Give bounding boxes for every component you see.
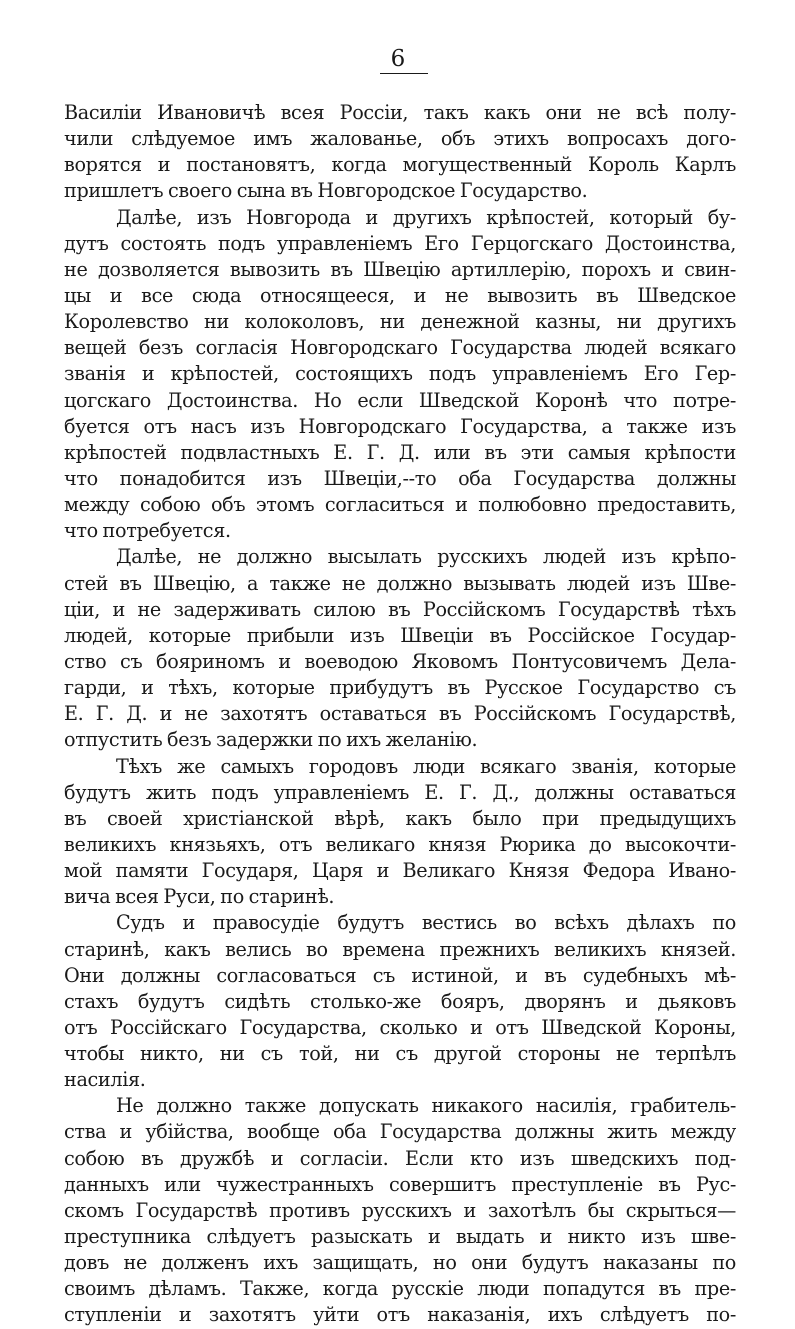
text-line: между собою объ этомъ согласиться и полюбовно предоставить,	[64, 493, 736, 517]
text-line: собою въ дружбѣ и согласіи. Если кто изъ шведскихъ под-	[64, 1146, 736, 1170]
text-line: отпустить безъ задержки по ихъ желанію.	[64, 728, 478, 752]
text-line: что потребуется.	[64, 519, 231, 543]
body-text	[64, 100, 736, 1329]
text-line: ства и убійства, вообще оба Государства должны жить между	[64, 1120, 736, 1144]
text-line: чтобы никто, ни съ той, ни съ другой стороны не терпѣлъ	[64, 1042, 736, 1066]
text-line: Королевство ни колоколовъ, ни денежной казны, ни другихъ	[64, 310, 736, 334]
text-line: ство съ бояриномъ и воеводою Яковомъ Понтусовичемъ Дела-	[64, 649, 736, 673]
text-line: Не должно также допускать никакого насилія, грабитель-	[116, 1094, 736, 1118]
text-line: не дозволяется вывозить въ Швецію артиллерію, порохъ и свин-	[64, 257, 736, 281]
text-line: вича всея Руси, по старинѣ.	[64, 885, 335, 909]
text-line: мой памяти Государя, Царя и Великаго Князя Федора Ивано-	[64, 859, 736, 883]
text-line: преступника слѣдуетъ разыскать и выдать и никто изъ шве-	[64, 1225, 736, 1249]
text-line: отъ Россійскаго Государства, сколько и отъ Шведской Короны,	[64, 1015, 736, 1039]
text-line: званія и крѣпостей, состоящихъ подъ управленіемъ Его Гер-	[64, 362, 736, 386]
text-line: своимъ дѣламъ. Также, когда русскіе люди попадутся въ пре-	[64, 1277, 736, 1301]
text-line: что понадобится изъ Швеціи,--то оба Государства должны	[64, 466, 736, 490]
text-line: скомъ Государствѣ противъ русскихъ и захотѣлъ бы скрыться—	[64, 1198, 736, 1222]
text-line: будутъ жить подъ управленіемъ Е. Г. Д., должны оставаться	[64, 780, 736, 804]
text-line: довъ не долженъ ихъ защищать, но они будутъ наказаны по	[64, 1251, 736, 1275]
text-line: насилія.	[64, 1068, 146, 1092]
text-line: Далѣе, не должно высылать русскихъ людей изъ крѣпо-	[116, 545, 736, 569]
text-line: ціи, и не задерживать силою въ Россійскомъ Государствѣ тѣхъ	[64, 597, 736, 621]
text-line: старинѣ, какъ велись во времена прежнихъ великихъ князей.	[64, 937, 736, 961]
page-number-underline	[380, 73, 428, 74]
text-line: ворятся и постановятъ, когда могущественный Король Карлъ	[64, 153, 736, 177]
text-line: Далѣе, изъ Новгорода и другихъ крѣпостей, который бу-	[116, 205, 736, 229]
page-number: 6	[390, 46, 406, 72]
text-line: стей въ Швецію, а также не должно вызывать людей изъ Шве-	[64, 571, 736, 595]
text-line: цы и все сюда относящееся, и не вывозить въ Шведское	[64, 283, 736, 307]
text-line: въ своей христіанской вѣрѣ, какъ было при предыдущихъ	[64, 806, 736, 830]
text-line: Судъ и правосудіе будутъ вестись во всѣхъ дѣлахъ по	[116, 911, 736, 935]
text-line: ступленіи и захотятъ уйти отъ наказанія, ихъ слѣдуетъ по-	[64, 1303, 736, 1327]
text-line: данныхъ или чужестранныхъ совершитъ преступленіе въ Рус-	[64, 1172, 736, 1196]
text-line: Е. Г. Д. и не захотятъ оставаться въ Россійскомъ Государствѣ,	[64, 702, 736, 726]
text-line: пришлетъ своего сына въ Новгородское Государство.	[64, 179, 588, 203]
text-line: дутъ состоять подъ управленіемъ Его Герцогскаго Достоинства,	[64, 231, 736, 255]
text-line: цогскаго Достоинства. Но если Шведской Коронѣ что потре-	[64, 388, 736, 412]
text-line: вещей безъ согласія Новгородскаго Государства людей всякаго	[64, 336, 736, 360]
text-line: чили слѣдуемое имъ жалованье, объ этихъ вопросахъ дого-	[64, 127, 736, 151]
text-line: Они должны согласоваться съ истиной, и въ судебныхъ мѣ-	[64, 963, 736, 987]
text-line: стахъ будутъ сидѣть столько-же бояръ, дворянъ и дьяковъ	[64, 989, 736, 1013]
text-line: гарди, и тѣхъ, которые прибудутъ въ Русское Государство съ	[64, 676, 736, 700]
text-line: Тѣхъ же самыхъ городовъ люди всякаго званія, которые	[116, 754, 736, 778]
text-line: Василіи Ивановичѣ всея Россіи, такъ какъ они не всѣ полу-	[64, 101, 736, 124]
text-line: людей, которые прибыли изъ Швеціи въ Россійское Государ-	[64, 623, 736, 647]
text-line: великихъ князьяхъ, отъ великаго князя Рюрика до высокочти-	[64, 832, 736, 856]
text-line: буется отъ насъ изъ Новгородскаго Государства, а также изъ	[64, 414, 736, 438]
text-line: крѣпостей подвластныхъ Е. Г. Д. или въ эти самыя крѣпости	[64, 440, 736, 464]
